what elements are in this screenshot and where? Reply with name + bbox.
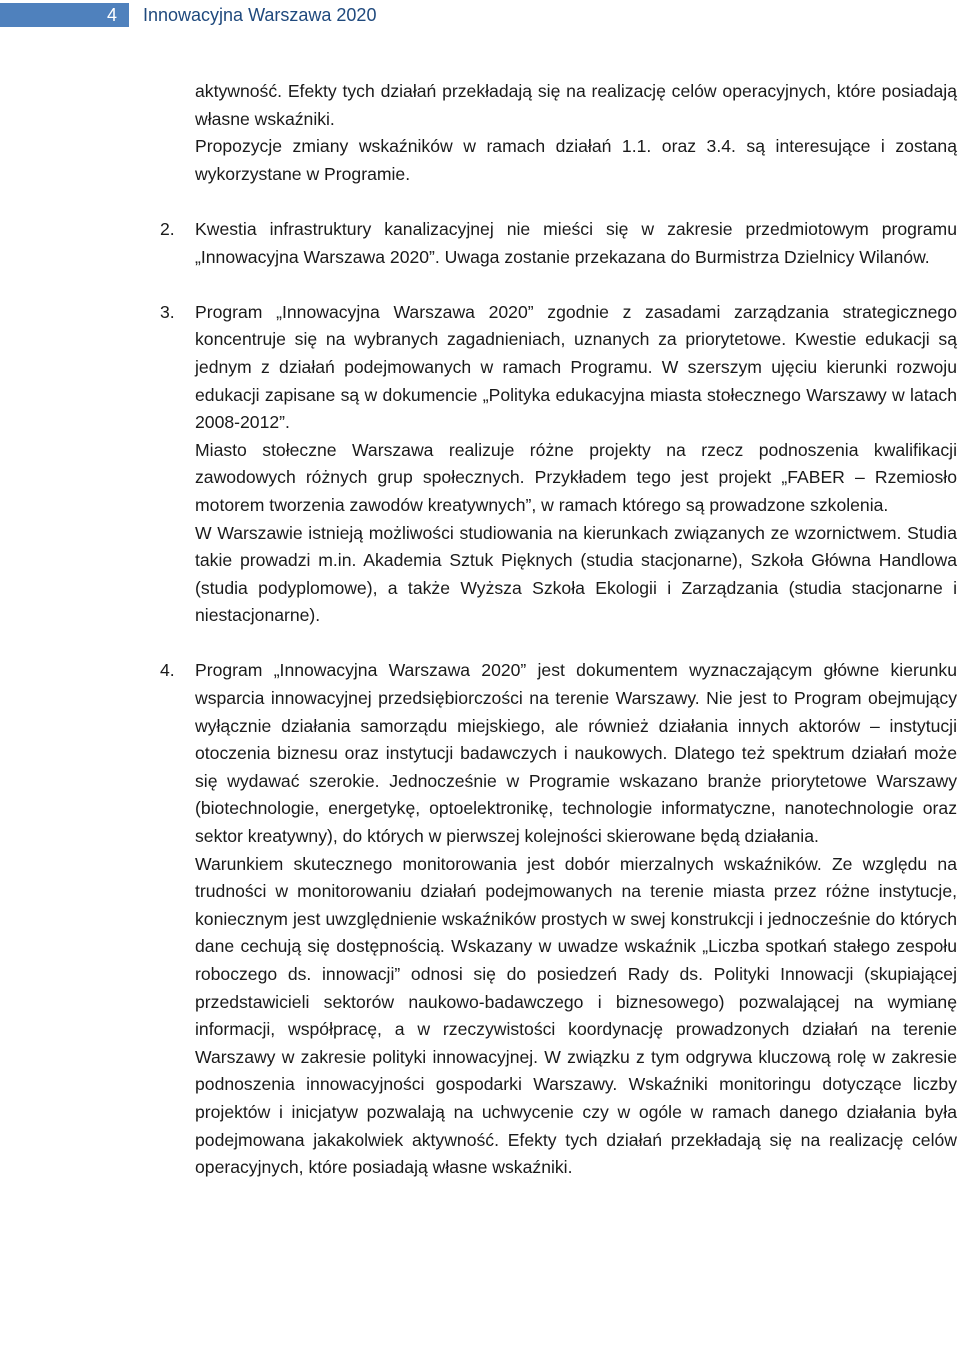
page-number: 4	[0, 3, 129, 27]
paragraph: Program „Innowacyjna Warszawa 2020” jest dokumentem wyznaczającym główne kierunku wsparcia innowacyjnej przedsiębiorczości na terenie Warszawy. Nie jest to Program obejmujący wyłącznie działania samorządu miejskiego, ale również działania innych aktorów – instytucji otoczenia biznesu oraz instytucji badawczych i naukowych. Dlatego też spektrum działań może się wydawać szerokie. Jednocześnie w Programie wskazano branże priorytetowe Warszawy (biotechnologie, energetykę, optoelektronikę, technologie informatyczne, nanotechnologie oraz sektor kreatywny), do których w pierwszej kolejności skierowane będą działania.	[195, 660, 957, 847]
paragraph-spacer	[160, 630, 957, 658]
paragraph: Miasto stołeczne Warszawa realizuje różne projekty na rzecz podnoszenia kwalifikacji zawodowych różnych grup społecznych. Przykładem tego jest projekt „FABER – Rzemiosło motorem tworzenia zawodów kreatywnych”, w ramach którego są prowadzone szkolenia.	[195, 439, 957, 515]
paragraph: aktywność. Efekty tych działań przekładają się na realizację celów operacyjnych, które posiadają własne wskaźniki.	[195, 81, 957, 129]
continued-item	[160, 78, 957, 188]
list-item-2	[160, 216, 957, 271]
paragraph-spacer	[160, 188, 957, 216]
list-item-number: 3.	[160, 301, 175, 322]
running-title: Innowacyjna Warszawa 2020	[143, 5, 377, 25]
paragraph: Program „Innowacyjna Warszawa 2020” zgodnie z zasadami zarządzania strategicznego koncentruje się na wybranych zagadnieniach, uznanych za priorytetowe. Kwestie edukacji są jednym z działań podejmowanych w ramach Programu. W szerszym ujęciu kierunki rozwoju edukacji zapisane są w dokumencie „Polityka edukacyjna miasta stołecznego Warszawy w latach 2008-2012”.	[195, 301, 957, 433]
document-body	[160, 78, 957, 1182]
list-item-3	[160, 299, 957, 630]
list-item-number: 2.	[160, 218, 175, 239]
list-item-number: 4.	[160, 660, 175, 681]
paragraph: Propozycje zmiany wskaźników w ramach działań 1.1. oraz 3.4. są interesujące i zostaną wykorzystane w Programie.	[195, 136, 957, 184]
paragraph: Warunkiem skutecznego monitorowania jest dobór mierzalnych wskaźników. Ze względu na trudności w monitorowaniu działań podejmowanych na terenie miasta przez różne instytucje, koniecznym jest uwzględnienie wskaźników prostych w swej konstrukcji i jednocześnie do których dane cechują się dostępnością. Wskazany w uwadze wskaźnik „Liczba spotkań stałego zespołu roboczego ds. innowacji” odnosi się do posiedzeń Rady ds. Polityki Innowacji (skupiającej przedstawicieli sektorów naukowo-badawczego i biznesowego) pozwalającej na wymianę informacji, współpracę, a w rzeczywistości koordynację prowadzonych działań na terenie Warszawy w zakresie polityki innowacyjnej. W związku z tym odgrywa kluczową rolę w zakresie podnoszenia innowacyjności gospodarki Warszawy. Wskaźniki monitoringu dotyczące liczby projektów i inicjatyw pozwalają na uchwycenie czy w ogóle w ramach danego działania była podejmowana jakakolwiek aktywność. Efekty tych działań przekładają się na realizację celów operacyjnych, które posiadają własne wskaźniki.	[195, 853, 957, 1178]
list-item-4	[160, 657, 957, 1181]
paragraph-spacer	[160, 271, 957, 299]
page-header	[0, 0, 960, 30]
paragraph: Kwestia infrastruktury kanalizacyjnej nie mieści się w zakresie przedmiotowym programu „Innowacyjna Warszawa 2020”. Uwaga zostanie przekazana do Burmistrza Dzielnicy Wilanów.	[195, 218, 957, 267]
paragraph: W Warszawie istnieją możliwości studiowania na kierunkach związanych ze wzornictwem. Studia takie prowadzi m.in. Akademia Sztuk Pięknych (studia stacjonarne), Szkoła Główna Handlowa (studia podyplomowe), a także Wyższa Szkoła Ekologii i Zarządzania (studia stacjonarne i niestacjonarne).	[195, 522, 957, 626]
